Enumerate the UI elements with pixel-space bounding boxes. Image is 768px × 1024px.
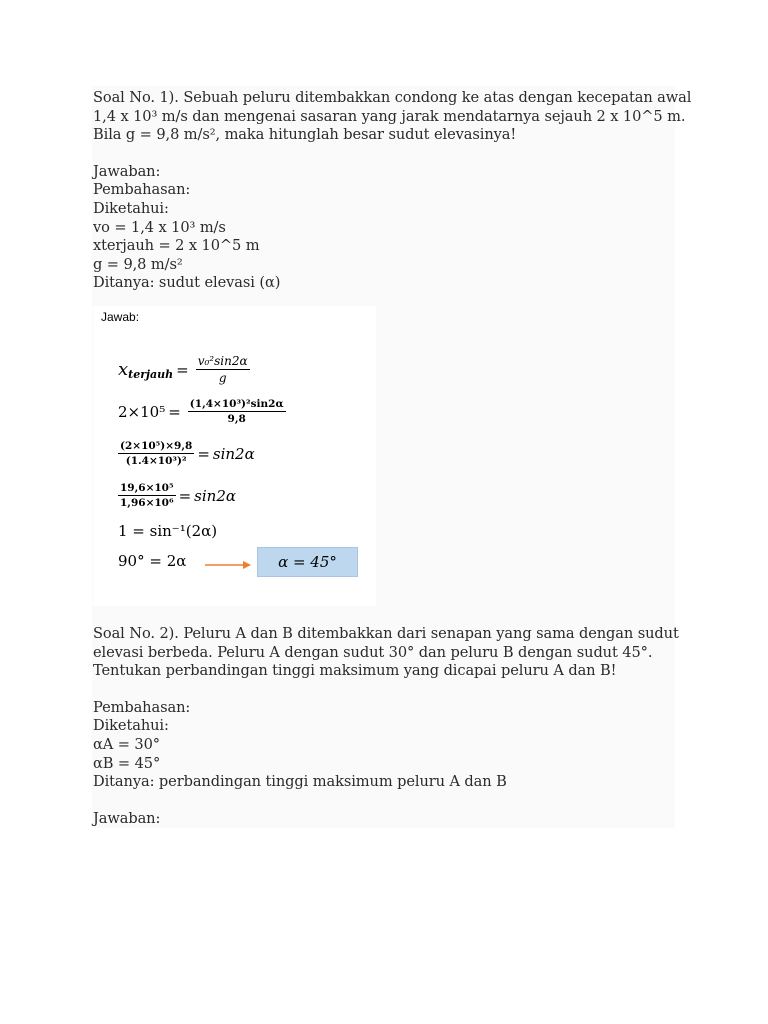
problem-2-line-2: elevasi berbeda. Peluru A dengan sudut 30° dan peluru B dengan sudut 45°. [93,643,653,661]
equation-step-2: 2×10⁵ = $\frac{\text{(1,4×10³)²sin2α}}{9,8}$ [118,398,284,425]
problem-1-line-2: 1,4 x 10³ m/s dan mengenai sasaran yang jarak mendatarnya sejauh 2 x 10^5 m. [93,107,686,125]
ditanya-2-line: Ditanya: perbandingan tinggi maksimum peluru A dan B [93,773,507,791]
problem-1 [93,89,693,293]
problem-2-line-1: Soal No. 2). Peluru A dan B ditembakkan dari senapan yang sama dengan sudut [93,625,679,642]
diketahui-label: Diketahui: [93,199,169,217]
given-alpha-a: αA = 30° [93,735,160,753]
given-alpha-b: αB = 45° [93,754,161,772]
problem-2 [93,625,693,828]
solution-image [93,306,376,606]
equation-step-4: $\frac{\text{19,6×10⁵}}{\text{1,96×10⁶}}$ = sin2α [120,482,237,509]
jawaban-2-label: Jawaban: [93,809,161,827]
right-arrow-icon [205,560,251,570]
jawaban-label: Jawaban: [93,162,161,180]
problem-1-line-1: Soal No. 1). Sebuah peluru ditembakkan condong ke atas dengan kecepatan awal [93,89,692,106]
result-box: α = 45° [257,547,358,577]
solution-title: Jawab: [101,310,140,324]
equation-step-3: $\frac{\text{(2×10⁵)×9,8}}{\text{(1.4×10³)²}}$ = sin2α [120,440,255,467]
equation-step-5: 1 = sin⁻¹(2α) [118,522,218,540]
problem-1-line-3: Bila g = 9,8 m/s², maka hitunglah besar sudut elevasinya! [93,126,517,144]
equation-step-1: x $_{terjauh}$ = $\frac{\text{v₀²sin2α}}{g}$ [118,354,248,385]
given-g: g = 9,8 m/s² [93,255,183,273]
equation-step-6: 90° = 2α [118,552,187,570]
pembahasan-label: Pembahasan: [93,181,191,199]
given-xterjauh: xterjauh = 2 x 10^5 m [93,237,260,255]
diketahui-2-label: Diketahui: [93,717,169,735]
given-vo: vo = 1,4 x 10³ m/s [93,218,226,236]
problem-2-line-3: Tentukan perbandingan tinggi maksimum yang dicapai peluru A dan B! [93,662,617,680]
pembahasan-2-label: Pembahasan: [93,698,191,716]
ditanya-line: Ditanya: sudut elevasi (α) [93,274,281,292]
